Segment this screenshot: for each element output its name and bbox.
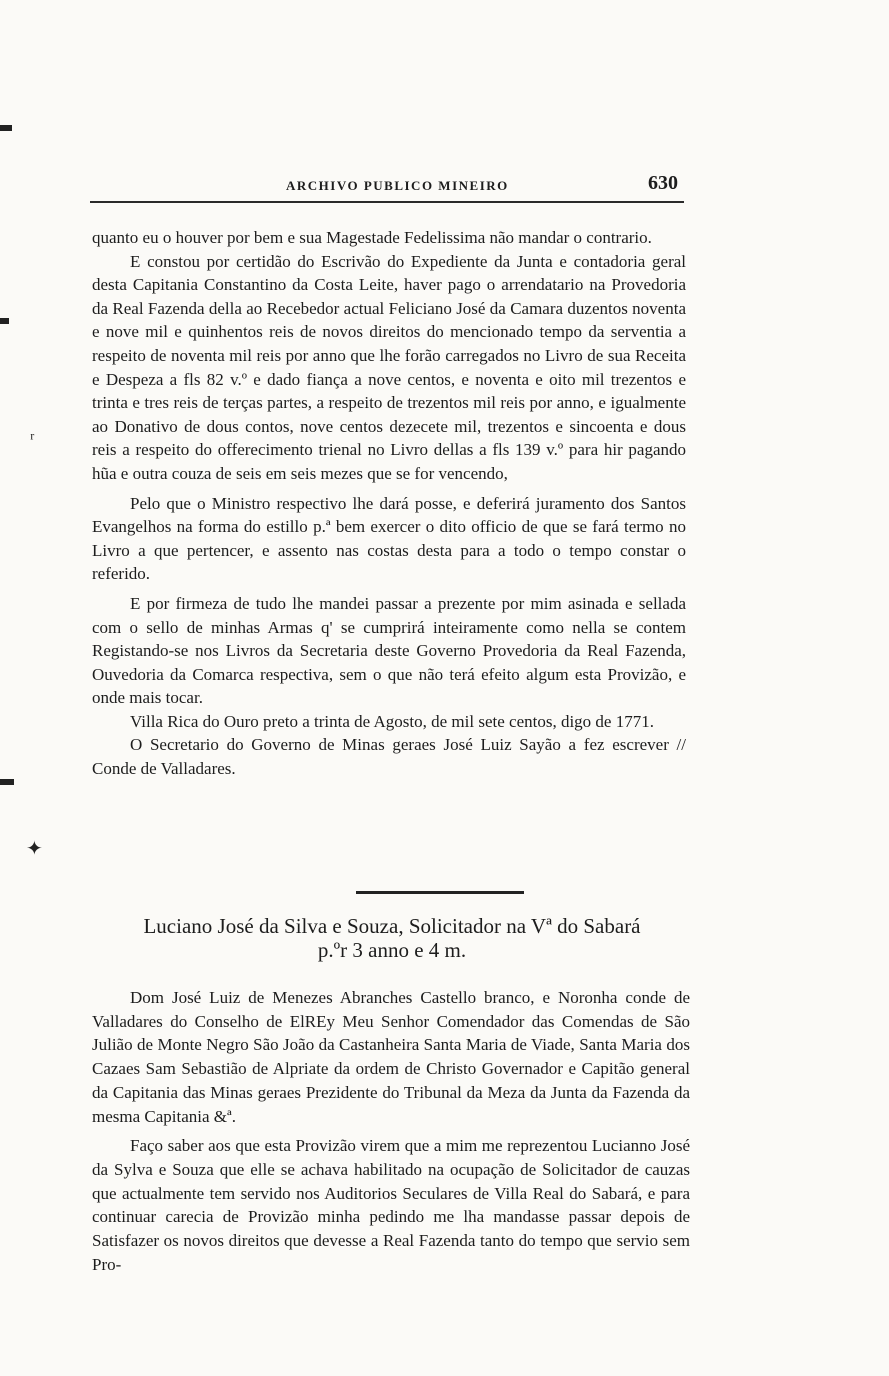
paragraph: E por firmeza de tudo lhe mandei passar a prezente por mim asinada e sellada com o sello de minhas Armas q' se cumprirá inteiramente como nella se contem Registando-se nos Livros da Secretaria deste Governo Provedoria da Real Fazenda, Ouvedoria da Comarca respectiva, sem o que não terá efeito algum esta Provizão, e onde mais tocar.	[92, 593, 686, 708]
document-body-2	[92, 986, 690, 1276]
paragraph: quanto eu o houver por bem e sua Magestade Fedelissima não mandar o contrario.	[92, 228, 652, 247]
margin-mark	[0, 779, 14, 785]
paragraph: Dom José Luiz de Menezes Abranches Castello branco, e Noronha conde de Valladares do Conselho de ElREy Meu Senhor Comendador das Comendas de São Julião de Monte Negro São João da Castanheira Santa Maria de Viade, Santa Maria dos Cazaes Sam Sebastião de Alpriate da ordem de Christo Governador e Capitão general da Capitania das Minas geraes Prezidente do Tribunal da Meza da Junta da Fazenda da mesma Capitania &ª.	[92, 988, 690, 1126]
paragraph: Pelo que o Ministro respectivo lhe dará posse, e deferirá juramento dos Santos Evangelhos na forma do estillo p.ª bem exercer o dito officio de que se fará termo no Livro a que pertencer, e assento nas costas desta para a todo o tempo constar o referido.	[92, 493, 686, 584]
section-title-line: Luciano José da Silva e Souza, Solicitador na Vª do Sabará	[143, 914, 641, 938]
margin-mark	[0, 318, 9, 324]
document-body	[92, 226, 686, 781]
header-rule	[90, 201, 684, 203]
page-header	[90, 170, 684, 204]
margin-mark	[0, 125, 12, 131]
paragraph: Villa Rica do Ouro preto a trinta de Agosto, de mil sete centos, digo de 1771.	[130, 711, 654, 731]
margin-tick: ʳ	[30, 428, 35, 450]
paragraph: O Secretario do Governo de Minas geraes José Luiz Sayão a fez escrever // Conde de Valladares.	[92, 735, 686, 779]
section-divider	[356, 891, 524, 894]
page-number: 630	[648, 172, 678, 194]
section-title-line: p.ºr 3 anno e 4 m.	[317, 938, 467, 962]
paragraph: Faço saber aos que esta Provizão virem que a mim me reprezentou Lucianno José da Sylva e Souza que elle se achava habilitado na ocupação de Solicitador de cauzas que actualmente tem servido nos Auditorios Seculares de Villa Real do Sabará, e para continuar carecia de Provizão minha pedindo me lha mandasse passar depois de Satisfazer os novos direitos que devesse a Real Fazenda tanto do tempo que servio sem Pro-	[92, 1136, 690, 1274]
paragraph: E constou por certidão do Escrivão do Expediente da Junta e contadoria geral desta Capitania Constantino da Costa Leite, haver pago o arrendatario na Provedoria da Real Fazenda della ao Recebedor actual Feliciano José da Camara duzentos noventa e nove mil e quinhentos reis de novos direitos do mencionado tempo da serventia a respeito de noventa mil reis por anno que lhe forão carregados no Livro de sua Receita e Despeza a fls 82 v.º e dado fiança a nove centos, e noventa e oito mil trezentos e trinta e tres reis de terças partes, a respeito de trezentos mil reis por anno, e igualmente ao Donativo de dous contos, nove centos dezecete mil, trezentos e sincoenta e dous reis a respeito do offerecimento trienal no Livro dellas a fls 139 v.º para hir pagando hũa e outra couza de seis em seis mezes que se for vencendo,	[92, 251, 686, 483]
margin-tick: ✦	[26, 838, 43, 860]
running-title: ARCHIVO PUBLICO MINEIRO	[286, 178, 509, 193]
section-title	[92, 914, 692, 962]
